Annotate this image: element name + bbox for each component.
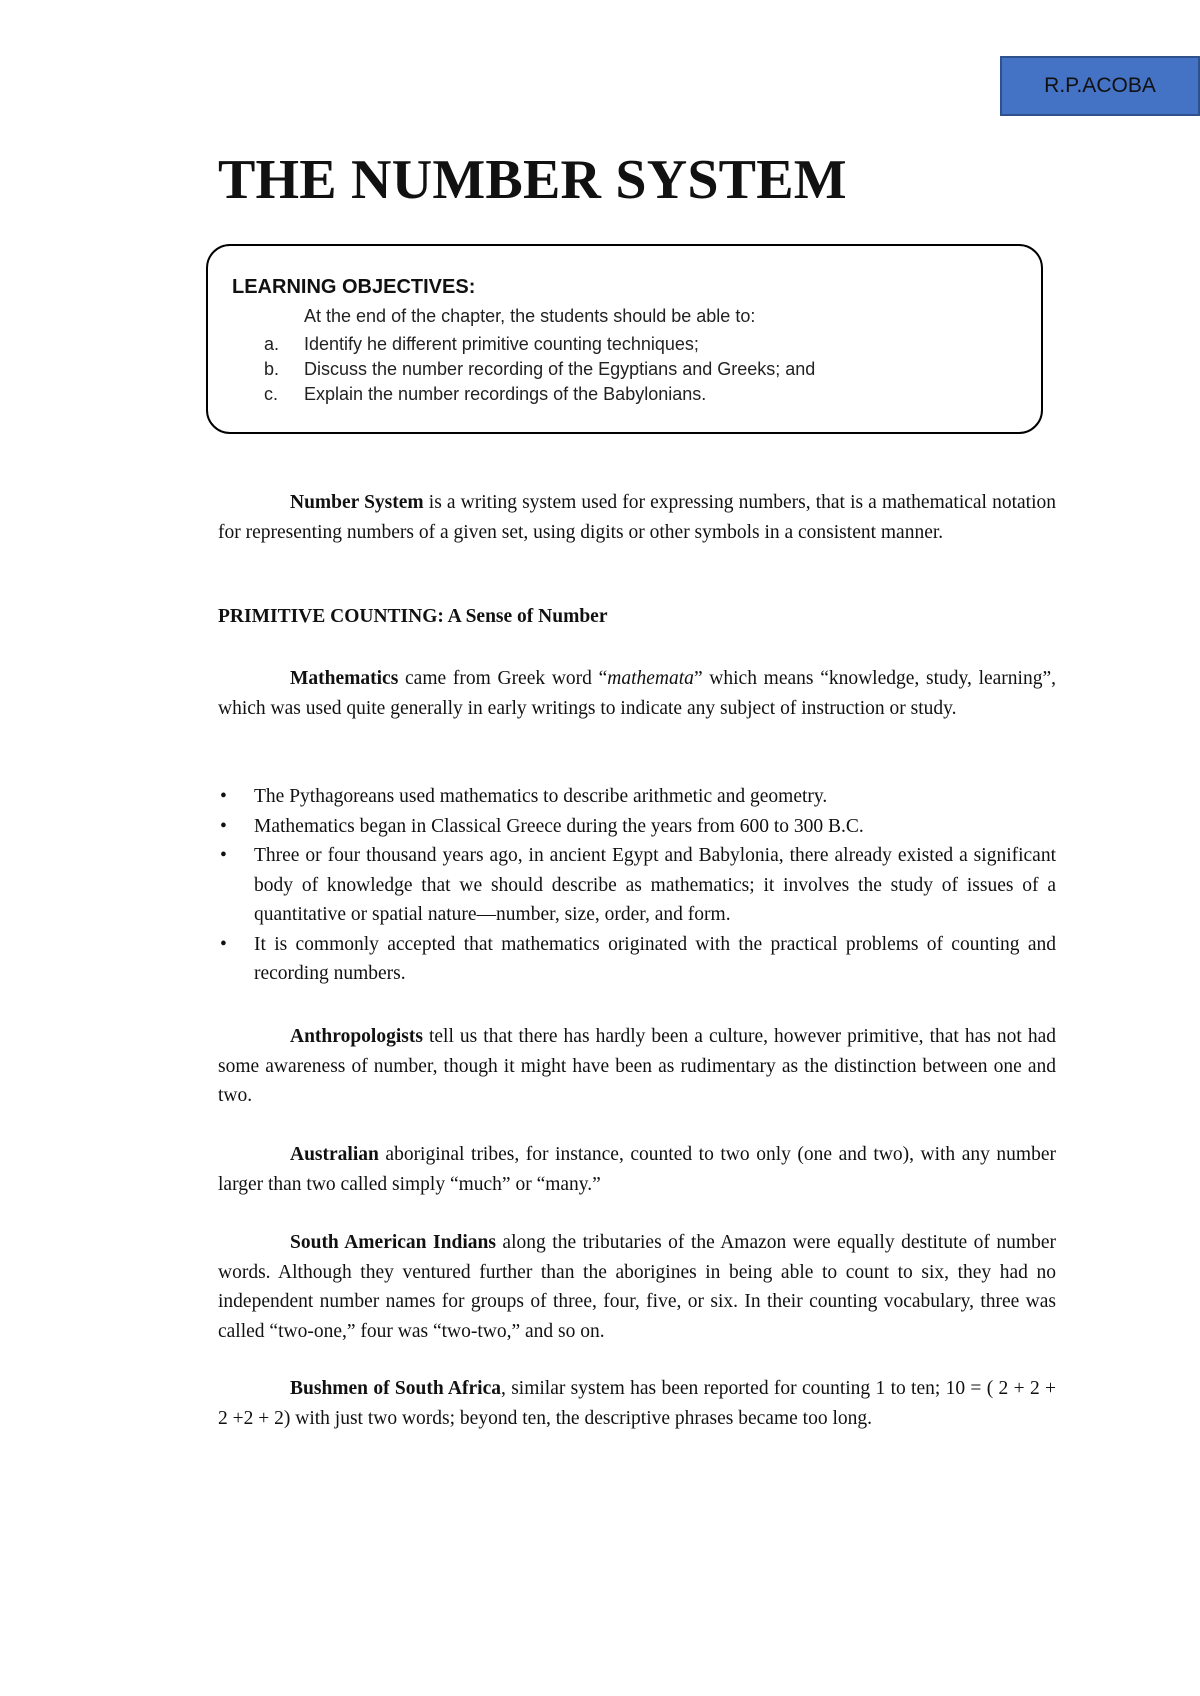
bushmen-paragraph [218, 1374, 1056, 1433]
mathemata-word: mathemata [607, 668, 694, 689]
bushmen-text: , similar system has been reported for counting 1 to ten; 10 = ( 2 + 2 + 2 +2 + 2) with just two words; beyond ten, the descriptive phrases became too long. [218, 1378, 1057, 1429]
objective-text: Identify he different primitive counting techniques; [304, 334, 699, 354]
term-australian: Australian [290, 1144, 379, 1165]
term-anthropologists: Anthropologists [290, 1026, 423, 1047]
term-south-american-indians: South American Indians [290, 1232, 496, 1253]
bullet-icon: • [220, 845, 227, 866]
objectives-heading: LEARNING OBJECTIVES: [232, 276, 476, 298]
bullet-icon: • [220, 933, 227, 955]
list-item [218, 812, 1056, 842]
objectives-list [264, 332, 815, 407]
australian-text: aboriginal tribes, for instance, counted to two only (one and two), with any number larger than two called simply “much” or “many.” [218, 1144, 1056, 1195]
mathematics-text-b: ” which means “knowledge, study, learning”, which was used quite generally in early writings to indicate any subject of instruction or study. [218, 668, 1056, 719]
objectives-intro: At the end of the chapter, the students should be able to: [304, 306, 756, 326]
mathematics-paragraph [218, 664, 1056, 723]
objective-text: Discuss the number recording of the Egyptians and Greeks; and [304, 359, 816, 379]
term-number-system: Number System [290, 492, 424, 513]
number-system-paragraph [218, 488, 1056, 547]
list-item [218, 841, 1056, 930]
learning-objectives-box [206, 244, 1043, 434]
bullet-icon: • [220, 815, 227, 837]
south-american-indians-paragraph [218, 1228, 1056, 1346]
list-item-text: The Pythagoreans used mathematics to describe arithmetic and geometry. [254, 786, 828, 807]
list-item [218, 782, 1056, 812]
objective-letter: c. [264, 384, 279, 404]
anthropologists-paragraph [218, 1022, 1056, 1111]
objective-item [264, 357, 815, 382]
south-american-indians-text: along the tributaries of the Amazon were equally destitute of number words. Although they ventured further than the aborigines in being able to count to six, they had no independent number names for groups of three, four, five, or six. In their counting vocabulary, three was called “two-one,” four was “two-two,” and so on. [218, 1232, 1056, 1342]
objective-text: Explain the number recordings of the Babylonians. [304, 384, 707, 404]
list-item-text: Mathematics began in Classical Greece during the years from 600 to 300 B.C. [254, 815, 864, 837]
anthropologists-text: tell us that there has hardly been a culture, however primitive, that has not had some awareness of number, though it might have been as rudimentary as the distinction between one and two. [218, 1026, 1056, 1106]
page-title: THE NUMBER SYSTEM [218, 149, 847, 211]
objective-letter: a. [264, 334, 280, 354]
section-heading: PRIMITIVE COUNTING: A Sense of Number [218, 606, 608, 627]
objective-item [264, 332, 815, 357]
objective-item [264, 382, 815, 407]
term-bushmen: Bushmen of South Africa [290, 1378, 501, 1399]
bullet-icon: • [220, 786, 227, 807]
list-item [218, 930, 1056, 989]
objective-letter: b. [264, 359, 280, 379]
facts-list [218, 782, 1056, 989]
list-item-text: It is commonly accepted that mathematics originated with the practical problems of counting and recording numbers. [254, 933, 1056, 984]
author-label: R.P.ACOBA [1000, 56, 1200, 116]
australian-paragraph [218, 1140, 1056, 1199]
term-mathematics: Mathematics [290, 668, 399, 689]
mathematics-text-a: came from Greek word “ [398, 668, 608, 689]
number-system-text: is a writing system used for expressing numbers, that is a mathematical notation for representing numbers of a given set, using digits or other symbols in a consistent manner. [218, 492, 1056, 543]
list-item-text: Three or four thousand years ago, in ancient Egypt and Babylonia, there already existed a significant body of knowledge that we should describe as mathematics; it involves the study of issues of a quantitative or spatial nature—number, size, order, and form. [254, 845, 1056, 925]
